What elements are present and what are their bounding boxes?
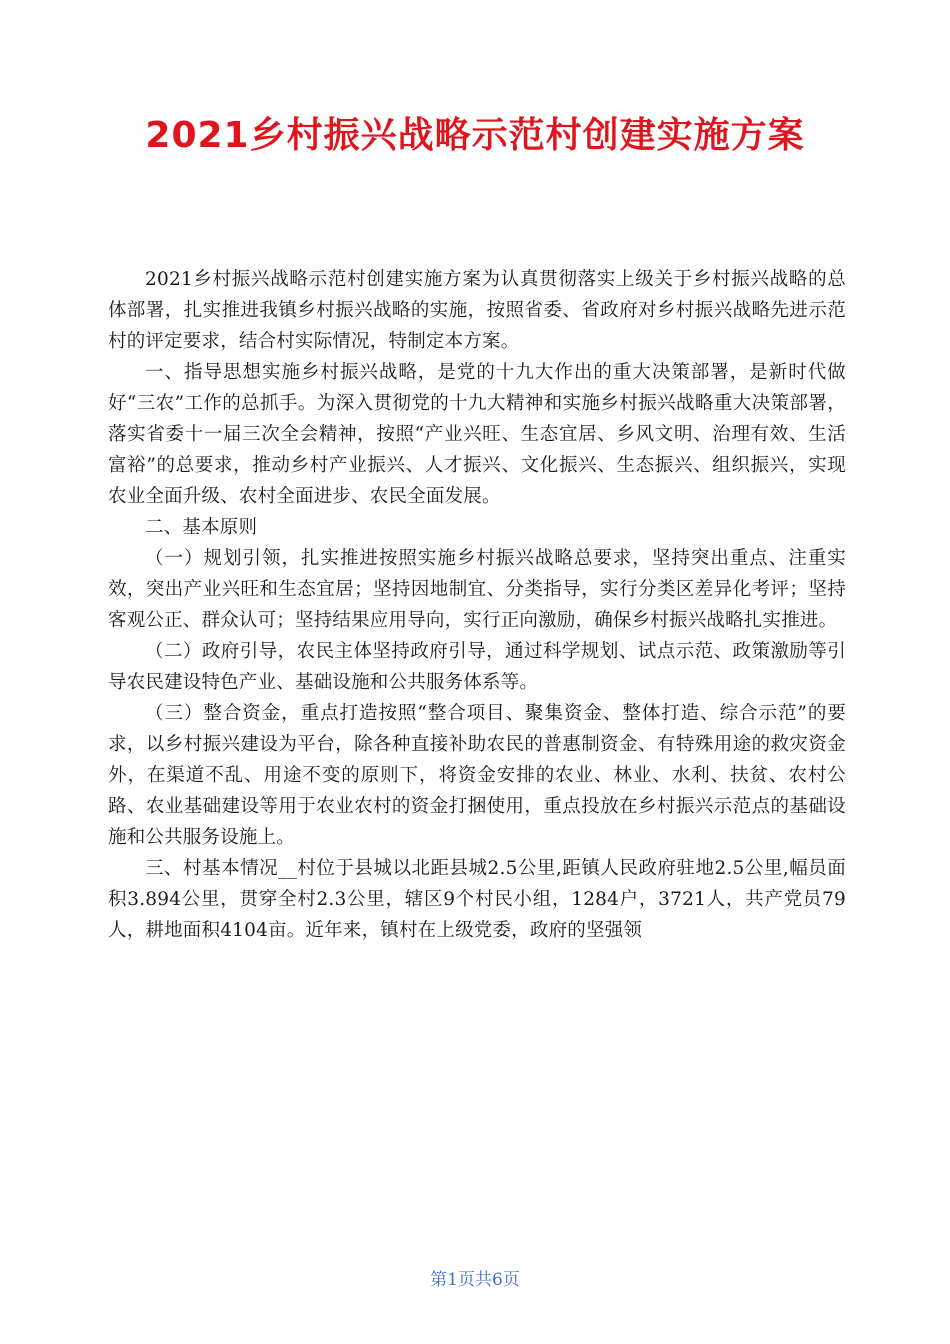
- page-number-footer: 第1页共6页: [430, 1270, 520, 1290]
- section-heading-basic-principles: 二、基本原则: [145, 517, 258, 538]
- paragraph-guiding-ideology: 一、指导思想实施乡村振兴战略，是党的十九大作出的重大决策部署，是新时代做好“三农”工作的总抓手。为深入贯彻党的十九大精神和实施乡村振兴战略重大决策部署，落实省委十一届三次全会精神，按照“产业兴旺、生态宜居、乡风文明、治理有效、生活富裕”的总要求，推动乡村产业振兴、人才振兴、文化振兴、生态振兴、组织振兴，实现农业全面升级、农村全面进步、农民全面发展。: [108, 362, 846, 507]
- paragraph-principle-1: （一）规划引领，扎实推进按照实施乡村振兴战略总要求，坚持突出重点、注重实效，突出产业兴旺和生态宜居；坚持因地制宜、分类指导，实行分类区差异化考评；坚持客观公正、群众认可；坚持结果应用导向，实行正向激励，确保乡村振兴战略扎实推进。: [108, 548, 846, 631]
- paragraph-principle-3: （三）整合资金，重点打造按照“整合项目、聚集资金、整体打造、综合示范”的要求，以乡村振兴建设为平台，除各种直接补助农民的普惠制资金、有特殊用途的救灾资金外，在渠道不乱、用途不变的原则下，将资金安排的农业、林业、水利、扶贫、农村公路、农业基础建设等用于农业农村的资金打捆使用，重点投放在乡村振兴示范点的基础设施和公共服务设施上。: [108, 703, 846, 848]
- paragraph-intro: 2021乡村振兴战略示范村创建实施方案为认真贯彻落实上级关于乡村振兴战略的总体部署，扎实推进我镇乡村振兴战略的实施，按照省委、省政府对乡村振兴战略先进示范村的评定要求，结合村实际情况，特制定本方案。: [108, 269, 846, 352]
- page-title: 2021乡村振兴战略示范村创建实施方案: [145, 115, 805, 156]
- document-body: [108, 264, 846, 946]
- paragraph-village-info: 三、村基本情况__村位于县城以北距县城2.5公里,距镇人民政府驻地2.5公里,幅员面积3.894公里，贯穿全村2.3公里，辖区9个村民小组，1284户，3721人，共产党员79人，耕地面积4104亩。近年来，镇村在上级党委，政府的坚强领: [108, 858, 846, 941]
- paragraph-principle-2: （二）政府引导，农民主体坚持政府引导，通过科学规划、试点示范、政策激励等引导农民建设特色产业、基础设施和公共服务体系等。: [108, 641, 846, 693]
